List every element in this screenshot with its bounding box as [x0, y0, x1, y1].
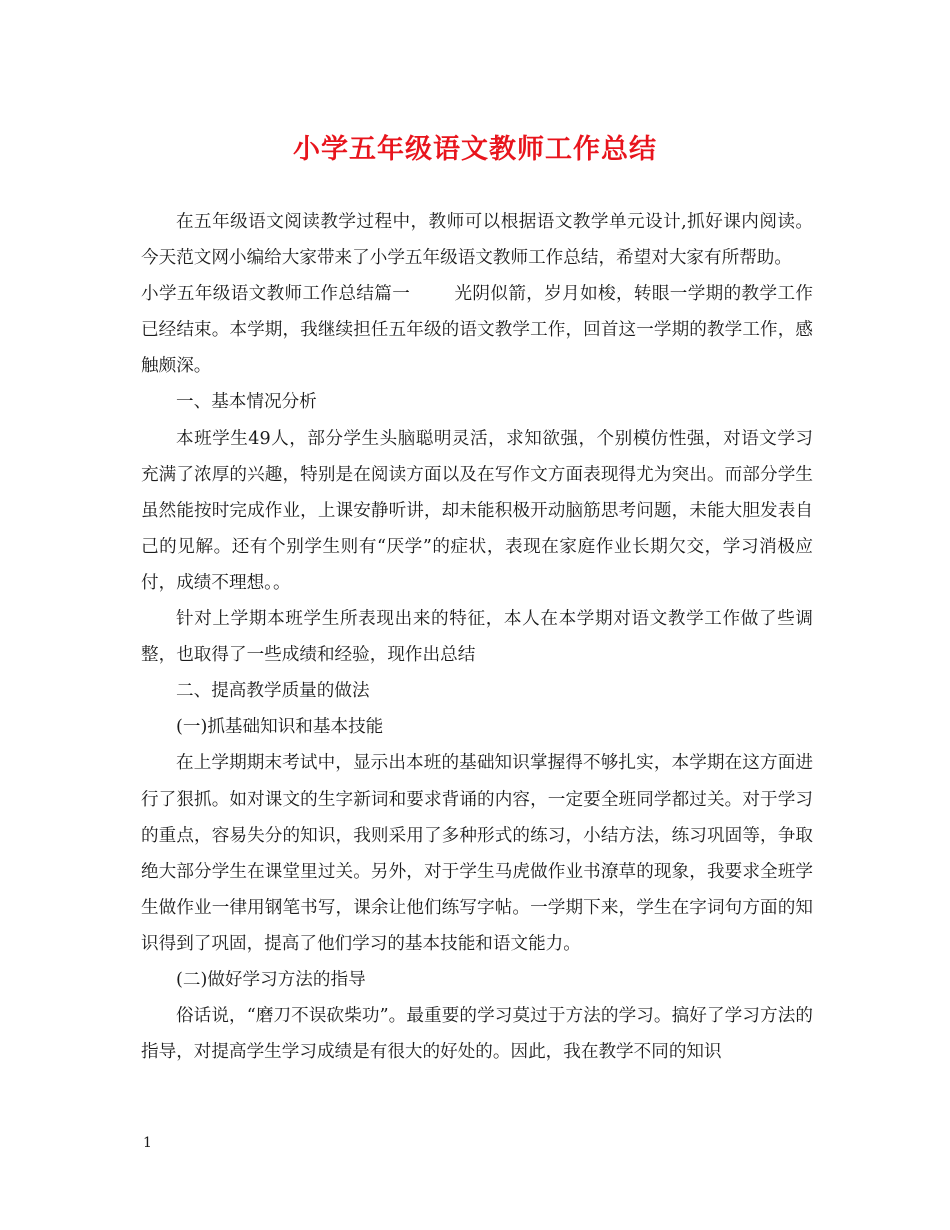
- section-heading-2: 二、提高教学质量的做法: [176, 681, 370, 702]
- class-situation-paragraph: 本班学生49人，部分学生头脑聪明灵活，求知欲强，个别模仿性强，对语文学习充满了浓厚的兴趣，特别是在阅读方面以及在写作文方面表现得尤为突出。而部分学生虽然能按时完成作业，上课安静听讲，却未能积极开动脑筋思考问题，未能大胆发表自己的见解。还有个别学生则有“厌学”的症状，表现在家庭作业长期欠交，学习消极应付，成绩不理想。。: [141, 428, 813, 593]
- intro-paragraph: 在五年级语文阅读教学过程中，教师可以根据语文教学单元设计,抓好课内阅读。今天范文网小编给大家带来了小学五年级语文教师工作总结，希望对大家有所帮助。: [141, 212, 813, 269]
- document-title: 小学五年级语文教师工作总结: [293, 134, 657, 165]
- article-heading: 小学五年级语文教师工作总结篇一: [141, 284, 411, 305]
- adjustment-paragraph: 针对上学期本班学生所表现出来的特征，本人在本学期对语文教学工作做了些调整，也取得了一些成绩和经验，现作出总结: [141, 609, 813, 666]
- first-article-paragraph: [141, 276, 813, 384]
- page-number: 1: [143, 1135, 152, 1151]
- document-body: [141, 204, 813, 1070]
- section-heading-1: 一、基本情况分析: [176, 392, 317, 413]
- article-opening-text: 光阴似箭，岁月如梭，转眼一学期的教学工作已经结束。本学期，我继续担任五年级的语文教学工作，回首这一学期的教学工作，感触颇深。: [141, 284, 813, 377]
- subsection-heading-1: (一)抓基础知识和基本技能: [176, 717, 384, 738]
- subsection-heading-2: (二)做好学习方法的指导: [176, 969, 366, 990]
- study-method-paragraph: 俗话说，“磨刀不误砍柴功”。最重要的学习莫过于方法的学习。搞好了学习方法的指导，对提高学生学习成绩是有很大的好处的。因此，我在教学不同的知识: [141, 1006, 813, 1063]
- basic-skills-paragraph: 在上学期期末考试中，显示出本班的基础知识掌握得不够扎实，本学期在这方面进行了狠抓。如对课文的生字新词和要求背诵的内容，一定要全班同学都过关。对于学习的重点，容易失分的知识，我则采用了多种形式的练习，小结方法，练习巩固等，争取绝大部分学生在课堂里过关。另外，对于学生马虎做作业书潦草的现象，我要求全班学生做作业一律用钢笔书写，课余让他们练写字帖。一学期下来，学生在字词句方面的知识得到了巩固，提高了他们学习的基本技能和语文能力。: [141, 753, 813, 954]
